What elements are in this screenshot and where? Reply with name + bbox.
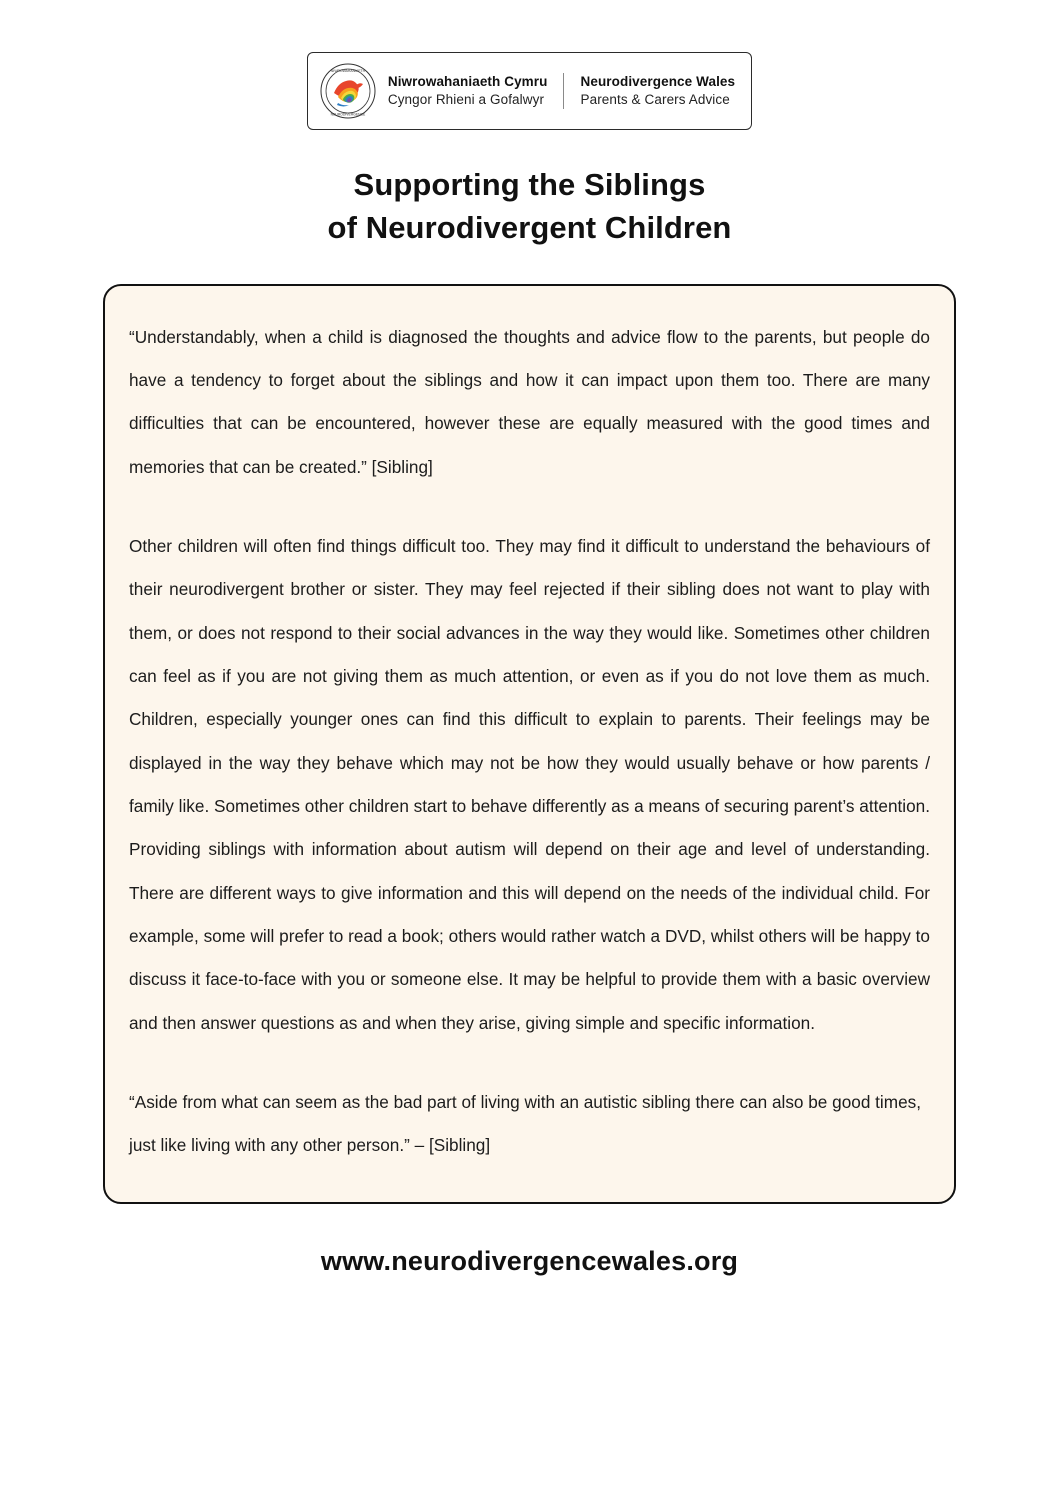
- logo-box: [307, 52, 752, 130]
- footer-website[interactable]: www.neurodivergencewales.org: [320, 1245, 739, 1276]
- page-title-line1: Supporting the Siblings: [353, 167, 706, 202]
- paragraph-main-advice: Other children will often find things difficult too. They may find it difficult to understand the behaviours of their neurodivergent brother or sister. They may feel rejected if their sibling does not want to play with them, or does not respond to their social advances in the way they would like. Sometimes other children can feel as if you are not giving them as much attention, or even as if you do not love them as much. Children, especially younger ones can find this difficult to explain to parents. Their feelings may be displayed in the way they behave which may not be how they would usually behave or how parents / family like. Sometimes other children start to behave differently as a means of securing parent’s attention. Providing siblings with information about autism will depend on their age and level of understanding. There are different ways to give information and this will depend on the needs of the individual child. For example, some will prefer to read a book; others would rather watch a DVD, whilst others will be happy to discuss it face-to-face with you or someone else. It may be helpful to provide them with a basic overview and then answer questions as and when they arise, giving simple and specific information.: [129, 535, 930, 1033]
- page-title: [0, 164, 1059, 250]
- logo-text-english: [564, 73, 735, 109]
- logo-text-welsh: [388, 73, 565, 109]
- paragraph-quote-sibling-1: “Understandably, when a child is diagnosed the thoughts and advice flow to the parents, but people do have a tendency to forget about the siblings and how it can impact upon them too. There are many difficulties that can be encountered, however these are equally measured with the good times and memories that can be created.” [Sibling]: [129, 326, 930, 477]
- svg-text:NEURODIVERGENCE: NEURODIVERGENCE: [330, 112, 366, 117]
- logo-welsh-line2: Cyngor Rhieni a Gofalwyr: [387, 92, 545, 107]
- logo-english-line2: Parents & Carers Advice: [580, 92, 730, 107]
- content-card: [103, 284, 956, 1204]
- paragraph-quote-sibling-2: “Aside from what can seem as the bad part of living with an autistic sibling there can also be good times, just like living with any other person.” – [Sibling]: [129, 1092, 921, 1156]
- page-title-line2: of Neurodivergent Children: [327, 209, 732, 245]
- wales-dragon-rainbow-icon: [320, 63, 376, 119]
- logo-header: [0, 0, 1059, 130]
- svg-text:NIWROWAHANIAETH: NIWROWAHANIAETH: [330, 69, 365, 73]
- logo-english-line1: Neurodivergence Wales: [580, 73, 736, 89]
- logo-welsh-line1: Niwrowahaniaeth Cymru: [387, 73, 548, 89]
